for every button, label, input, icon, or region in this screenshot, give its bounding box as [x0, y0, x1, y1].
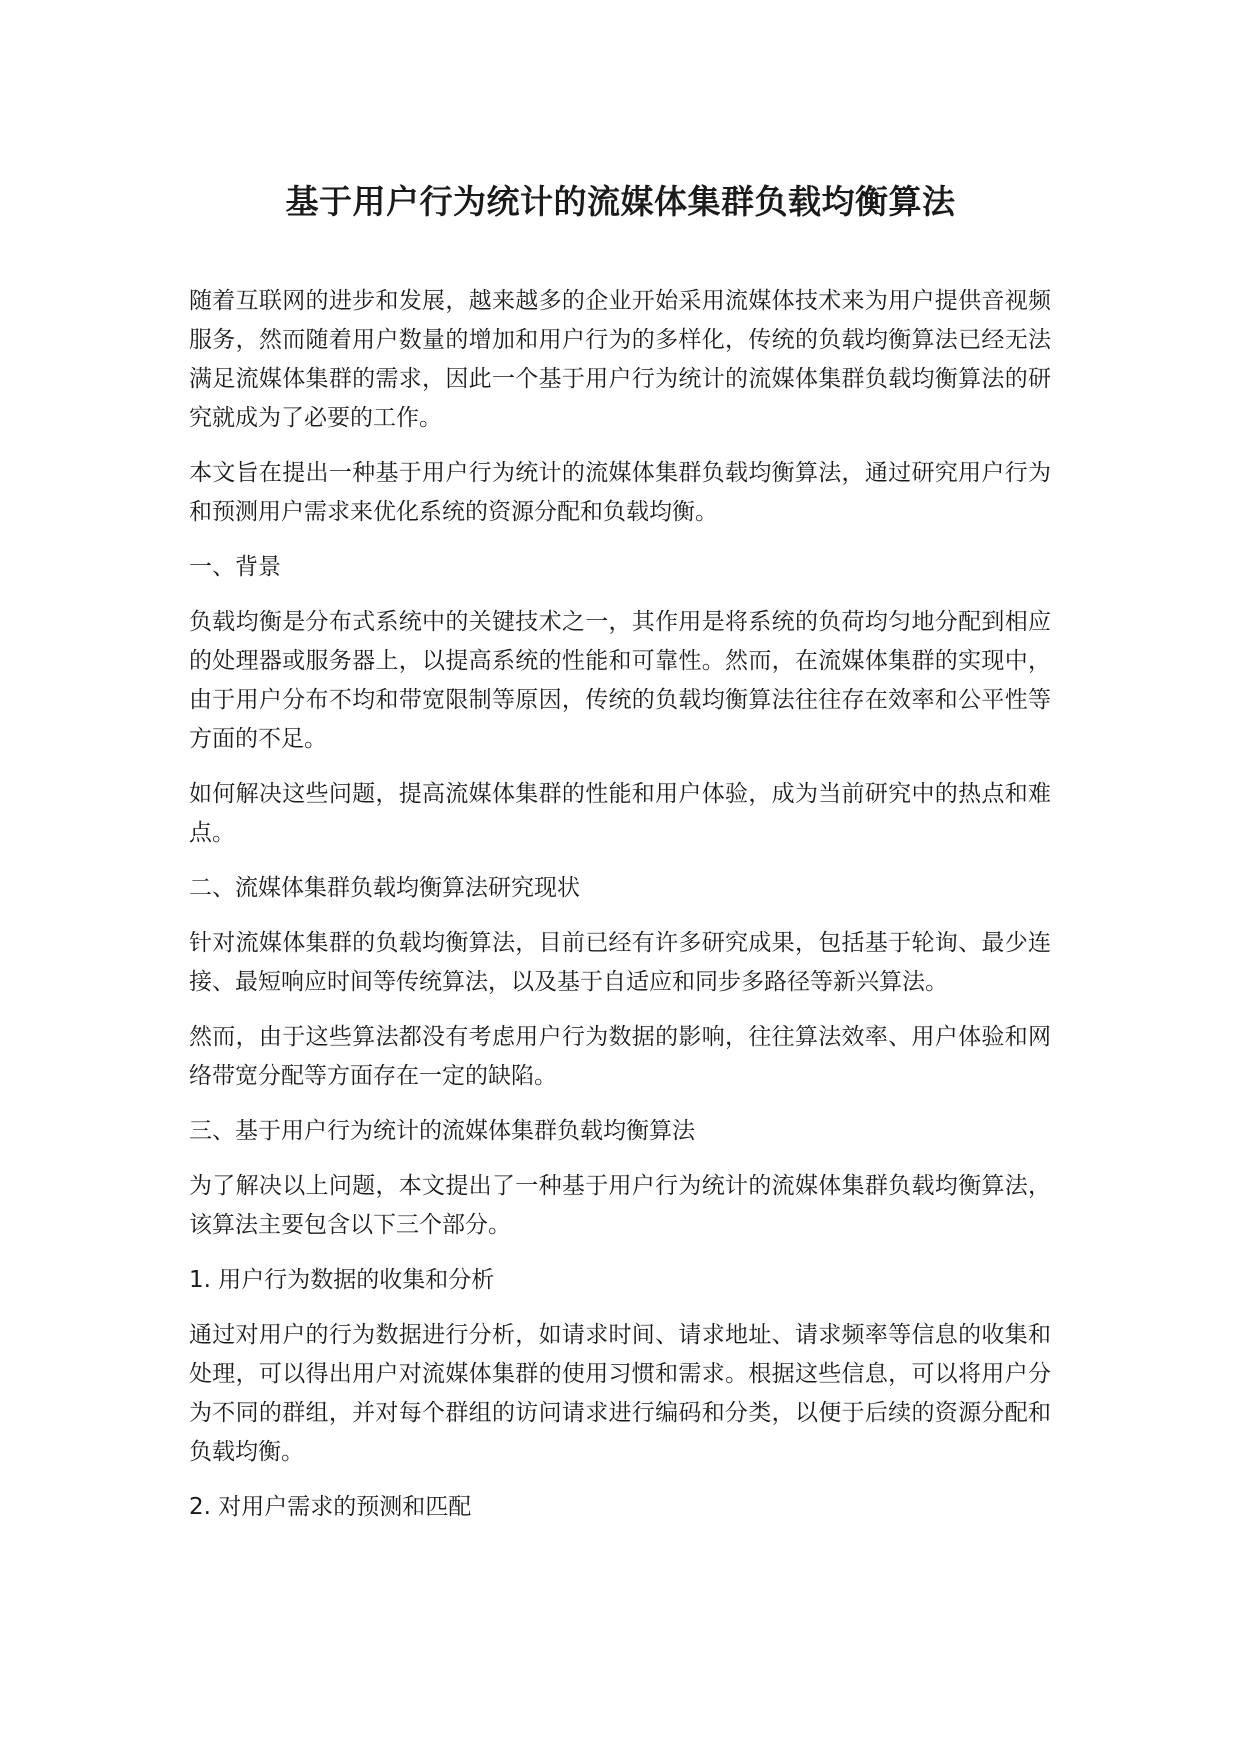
subsection-heading-prediction: 2. 对用户需求的预测和匹配 — [189, 1494, 472, 1520]
subsection-heading-data-collection: 1. 用户行为数据的收集和分析 — [189, 1267, 495, 1293]
paragraph-status-1: 针对流媒体集群的负载均衡算法，目前已经有许多研究成果，包括基于轮询、最少连接、最短响应时间等传统算法，以及基于自适应和同步多路径等新兴算法。 — [189, 930, 1051, 995]
paragraph-background-2: 如何解决这些问题，提高流媒体集群的性能和用户体验，成为当前研究中的热点和难点。 — [189, 781, 1051, 846]
section-heading-background: 一、背景 — [189, 554, 281, 580]
section-heading-status: 二、流媒体集群负载均衡算法研究现状 — [189, 875, 580, 901]
paragraph-data-collection: 通过对用户的行为数据进行分析，如请求时间、请求地址、请求频率等信息的收集和处理，可以得出用户对流媒体集群的使用习惯和需求。根据这些信息，可以将用户分为不同的群组，并对每个群组的访问请求进行编码和分类，以便于后续的资源分配和负载均衡。 — [189, 1322, 1051, 1465]
document-body — [189, 282, 1051, 1543]
paragraph-purpose: 本文旨在提出一种基于用户行为统计的流媒体集群负载均衡算法，通过研究用户行为和预测用户需求来优化系统的资源分配和负载均衡。 — [189, 460, 1051, 525]
document-title: 基于用户行为统计的流媒体集群负载均衡算法 — [285, 182, 956, 221]
paragraph-background-1: 负载均衡是分布式系统中的关键技术之一，其作用是将系统的负荷均匀地分配到相应的处理器或服务器上，以提高系统的性能和可靠性。然而，在流媒体集群的实现中，由于用户分布不均和带宽限制等原因，传统的负载均衡算法往往存在效率和公平性等方面的不足。 — [189, 609, 1051, 752]
section-heading-algorithm: 三、基于用户行为统计的流媒体集群负载均衡算法 — [189, 1118, 695, 1144]
paragraph-status-2: 然而，由于这些算法都没有考虑用户行为数据的影响，往往算法效率、用户体验和网络带宽分配等方面存在一定的缺陷。 — [189, 1024, 1051, 1089]
paragraph-algorithm-intro: 为了解决以上问题，本文提出了一种基于用户行为统计的流媒体集群负载均衡算法，该算法主要包含以下三个部分。 — [189, 1173, 1051, 1238]
paragraph-intro: 随着互联网的进步和发展，越来越多的企业开始采用流媒体技术来为用户提供音视频服务，然而随着用户数量的增加和用户行为的多样化，传统的负载均衡算法已经无法满足流媒体集群的需求，因此一个基于用户行为统计的流媒体集群负载均衡算法的研究就成为了必要的工作。 — [189, 288, 1051, 431]
